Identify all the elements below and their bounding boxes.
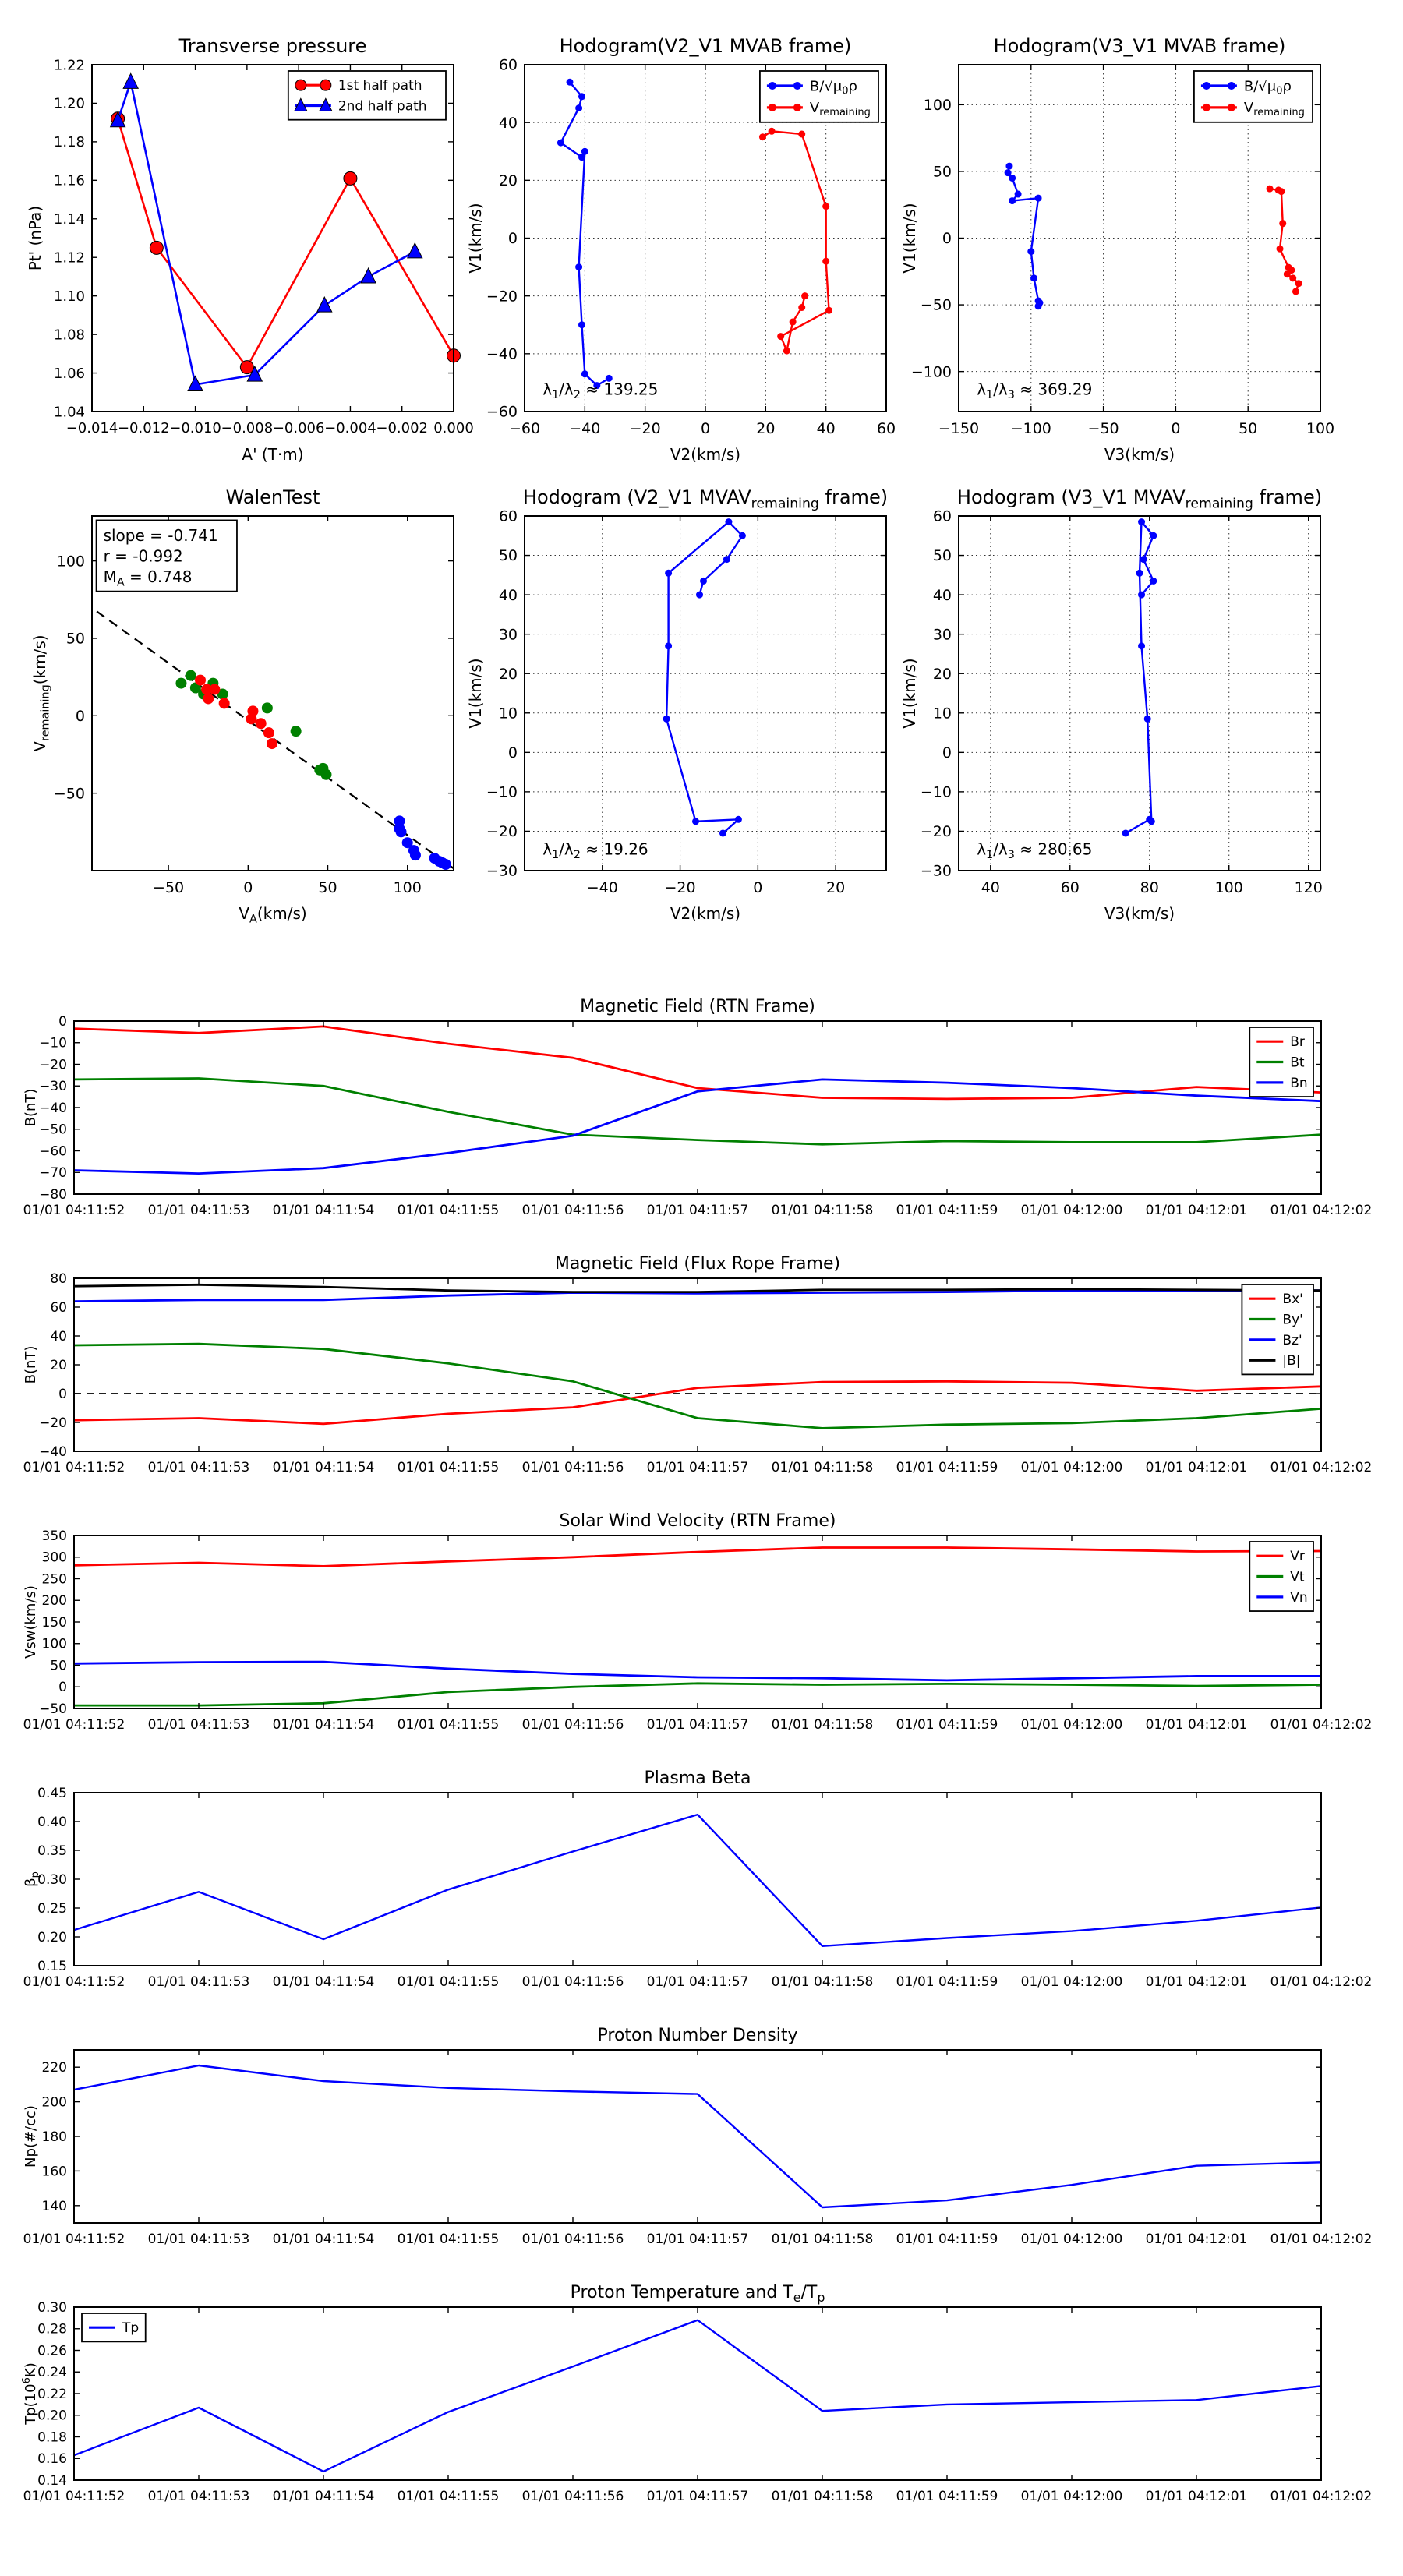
svg-text:−20: −20 [39, 1415, 67, 1431]
plot-area [74, 2307, 1321, 2480]
svg-text:01/01 04:11:57: 01/01 04:11:57 [646, 2489, 749, 2504]
svg-text:01/01 04:11:52: 01/01 04:11:52 [23, 1203, 125, 1218]
svg-text:1.16: 1.16 [53, 172, 85, 189]
svg-text:0.35: 0.35 [37, 1843, 67, 1859]
svg-text:−50: −50 [39, 1122, 67, 1138]
svg-text:01/01 04:12:00: 01/01 04:12:00 [1020, 2489, 1123, 2504]
plot-title: Hodogram(V2_V1 MVAB frame) [559, 35, 852, 57]
svg-text:40: 40 [50, 1328, 67, 1345]
annotation-text: $\lambda_1/\lambda_2 \approx 139.25$ [542, 380, 659, 402]
svg-text:01/01 04:12:02: 01/01 04:12:02 [1270, 2489, 1373, 2504]
svg-text:01/01 04:11:58: 01/01 04:11:58 [771, 1203, 874, 1218]
legend-label: Bx' [1282, 1292, 1303, 1308]
y-axis-label: Np(#/cc) [23, 2105, 39, 2168]
svg-text:01/01 04:11:59: 01/01 04:11:59 [896, 1203, 998, 1218]
svg-text:01/01 04:11:57: 01/01 04:11:57 [646, 1717, 749, 1733]
legend-label: By' [1282, 1312, 1303, 1328]
svg-text:0: 0 [753, 879, 763, 896]
x-axis-label: V2(km/s) [670, 445, 741, 464]
svg-text:01/01 04:11:57: 01/01 04:11:57 [646, 1203, 749, 1218]
legend-label: $V_{remaining}$ [809, 100, 871, 119]
svg-text:01/01 04:11:53: 01/01 04:11:53 [147, 1460, 250, 1475]
svg-text:160: 160 [41, 2164, 67, 2180]
svg-text:01/01 04:11:56: 01/01 04:11:56 [521, 2231, 624, 2247]
svg-text:100: 100 [923, 96, 952, 114]
plot-title: Proton Number Density [597, 2026, 798, 2045]
svg-text:01/01 04:12:00: 01/01 04:12:00 [1020, 1974, 1123, 1990]
plot-title: Hodogram(V3_V1 MVAB frame) [993, 35, 1286, 57]
svg-text:60: 60 [498, 56, 518, 74]
svg-text:20: 20 [756, 420, 776, 437]
svg-text:1.06: 1.06 [53, 365, 85, 382]
svg-text:01/01 04:11:54: 01/01 04:11:54 [272, 2231, 375, 2247]
svg-text:100: 100 [56, 553, 85, 571]
legend-label: Br [1290, 1034, 1305, 1051]
x-axis-label: A' (T·m) [242, 445, 304, 464]
svg-text:−30: −30 [486, 862, 518, 880]
svg-text:0.22: 0.22 [37, 2386, 67, 2402]
legend [1249, 1542, 1313, 1611]
svg-text:50: 50 [1239, 420, 1258, 437]
svg-text:01/01 04:11:54: 01/01 04:11:54 [272, 1717, 375, 1733]
svg-text:01/01 04:11:52: 01/01 04:11:52 [23, 1717, 125, 1733]
svg-text:−20: −20 [486, 288, 518, 306]
svg-text:60: 60 [50, 1299, 67, 1316]
legend-label: Tp [122, 2320, 140, 2337]
svg-text:MA = 0.748: $M_A = 0.748$ [103, 567, 193, 589]
x-axis-label: V3(km/s) [1104, 904, 1175, 923]
svg-text:10: 10 [498, 705, 518, 723]
svg-text:50: 50 [932, 547, 952, 565]
plot-area [74, 1278, 1321, 1451]
legend-label: Vr [1290, 1549, 1305, 1565]
svg-text:01/01 04:11:52: 01/01 04:11:52 [23, 2489, 125, 2504]
svg-text:0: 0 [243, 879, 253, 896]
x-axis-label: V3(km/s) [1104, 445, 1175, 464]
y-axis-label: Pt' (nPa) [26, 205, 44, 271]
svg-text:01/01 04:12:00: 01/01 04:12:00 [1020, 1203, 1123, 1218]
svg-text:0.28: 0.28 [37, 2321, 67, 2337]
legend [1242, 1284, 1313, 1374]
hodogram-v3v1-mvab [900, 35, 1334, 464]
svg-text:0.14: 0.14 [37, 2472, 67, 2489]
svg-text:150: 150 [41, 1614, 67, 1631]
svg-text:01/01 04:12:01: 01/01 04:12:01 [1145, 2489, 1248, 2504]
svg-text:−0.014: −0.014 [65, 420, 118, 436]
svg-text:−0.004: −0.004 [324, 420, 376, 436]
svg-text:01/01 04:12:02: 01/01 04:12:02 [1270, 1974, 1373, 1990]
svg-text:01/01 04:11:59: 01/01 04:11:59 [896, 1717, 998, 1733]
svg-text:300: 300 [41, 1549, 67, 1566]
svg-text:1.22: 1.22 [53, 57, 85, 74]
svg-text:−40: −40 [486, 345, 518, 363]
svg-text:10: 10 [932, 705, 952, 723]
svg-text:−70: −70 [39, 1165, 67, 1182]
svg-text:0.20: 0.20 [37, 1929, 67, 1945]
svg-text:0: 0 [58, 1680, 67, 1696]
svg-text:0: 0 [58, 1386, 67, 1402]
svg-text:50: 50 [932, 163, 952, 181]
svg-text:01/01 04:11:52: 01/01 04:11:52 [23, 1460, 125, 1475]
plot-title: Hodogram (V3_V1 $MVAV_{remaining}$ frame) [956, 486, 1323, 512]
x-axis-label: V2(km/s) [670, 904, 741, 923]
plot-title: Magnetic Field (Flux Rope Frame) [554, 1254, 841, 1274]
svg-text:−50: −50 [153, 879, 185, 896]
proton-temperature [21, 2283, 1372, 2504]
svg-text:0: 0 [58, 1013, 67, 1030]
svg-text:0: 0 [75, 707, 85, 725]
svg-text:−0.012: −0.012 [117, 420, 170, 436]
plot-title: Plasma Beta [644, 1769, 751, 1788]
svg-text:200: 200 [41, 1593, 67, 1610]
svg-text:40: 40 [816, 420, 836, 437]
svg-text:−50: −50 [920, 296, 952, 314]
y-axis-label: $V_{remaining}(km/s)$ [30, 634, 52, 752]
svg-text:01/01 04:11:52: 01/01 04:11:52 [23, 1974, 125, 1990]
svg-text:50: 50 [498, 547, 518, 565]
svg-text:30: 30 [498, 626, 518, 644]
plot-title: Proton Temperature and $T_e/T_p$ [570, 2283, 825, 2305]
svg-text:−50: −50 [39, 1701, 67, 1717]
svg-text:01/01 04:11:55: 01/01 04:11:55 [397, 1460, 500, 1475]
svg-text:−100: −100 [1010, 420, 1051, 437]
hodogram-v3v1-mvav [900, 486, 1323, 923]
svg-text:01/01 04:11:58: 01/01 04:11:58 [771, 1974, 874, 1990]
svg-text:01/01 04:11:53: 01/01 04:11:53 [147, 1974, 250, 1990]
svg-text:40: 40 [498, 114, 518, 132]
svg-text:01/01 04:11:53: 01/01 04:11:53 [147, 2231, 250, 2247]
svg-text:−0.008: −0.008 [221, 420, 274, 436]
legend-label: 1st half path [337, 78, 422, 94]
svg-text:0: 0 [1171, 420, 1181, 437]
svg-text:01/01 04:11:53: 01/01 04:11:53 [147, 1203, 250, 1218]
svg-text:01/01 04:11:54: 01/01 04:11:54 [272, 1460, 375, 1475]
svg-text:1.20: 1.20 [53, 95, 85, 112]
y-axis-label: Vsw(km/s) [23, 1585, 39, 1659]
y-axis-label: V1(km/s) [900, 658, 919, 729]
svg-text:01/01 04:12:02: 01/01 04:12:02 [1270, 2231, 1373, 2247]
svg-text:01/01 04:12:02: 01/01 04:12:02 [1270, 1717, 1373, 1733]
svg-text:−0.002: −0.002 [376, 420, 429, 436]
svg-text:01/01 04:12:00: 01/01 04:12:00 [1020, 1460, 1123, 1475]
y-axis-label: $\beta_p$ [23, 1871, 41, 1887]
walen-test [30, 486, 454, 925]
svg-text:0.24: 0.24 [37, 2365, 67, 2381]
svg-text:−100: −100 [910, 363, 952, 381]
svg-text:60: 60 [1060, 879, 1080, 896]
legend-label: $B/√\mu_0\rho$ [809, 78, 857, 97]
transverse-pressure [26, 35, 474, 464]
hodogram-v2v1-mvab [466, 35, 896, 464]
y-axis-label: B(nT) [23, 1345, 39, 1384]
svg-text:200: 200 [41, 2094, 67, 2111]
plot-title: Solar Wind Velocity (RTN Frame) [559, 1511, 836, 1531]
legend [1249, 1027, 1313, 1097]
svg-text:50: 50 [318, 879, 337, 896]
svg-text:01/01 04:11:58: 01/01 04:11:58 [771, 2489, 874, 2504]
svg-text:0.25: 0.25 [37, 1900, 67, 1917]
svg-text:01/01 04:12:01: 01/01 04:12:01 [1145, 1717, 1248, 1733]
svg-text:1.08: 1.08 [53, 327, 85, 344]
svg-text:01/01 04:11:56: 01/01 04:11:56 [521, 2489, 624, 2504]
svg-text:01/01 04:11:57: 01/01 04:11:57 [646, 2231, 749, 2247]
svg-text:01/01 04:11:52: 01/01 04:11:52 [23, 2231, 125, 2247]
svg-text:01/01 04:11:58: 01/01 04:11:58 [771, 1717, 874, 1733]
annotation-text: $\lambda_1/\lambda_3 \approx 280.65$ [977, 839, 1093, 861]
svg-text:350: 350 [41, 1528, 67, 1544]
svg-text:−0.006: −0.006 [272, 420, 325, 436]
hodogram-v2v1-mvav [466, 486, 888, 923]
svg-text:0: 0 [700, 420, 711, 437]
svg-text:0.30: 0.30 [37, 2299, 67, 2316]
svg-text:01/01 04:11:56: 01/01 04:11:56 [521, 1717, 624, 1733]
svg-text:1.10: 1.10 [53, 288, 85, 305]
svg-text:0.40: 0.40 [37, 1814, 67, 1830]
legend-label: 2nd half path [337, 98, 427, 115]
svg-text:250: 250 [41, 1571, 67, 1588]
svg-text:100: 100 [1306, 420, 1335, 437]
svg-text:01/01 04:11:55: 01/01 04:11:55 [397, 1974, 500, 1990]
x-axis-label: $V_A(km/s)$ [239, 904, 307, 926]
svg-text:1.04: 1.04 [53, 404, 85, 421]
svg-text:0.20: 0.20 [37, 2408, 67, 2424]
plot-title: Hodogram (V2_V1 $MVAV_{remaining}$ frame) [522, 486, 889, 512]
svg-text:60: 60 [932, 507, 952, 525]
svg-text:01/01 04:11:58: 01/01 04:11:58 [771, 1460, 874, 1475]
legend-label: Vt [1290, 1569, 1305, 1585]
svg-text:120: 120 [1294, 879, 1323, 896]
svg-text:01/01 04:11:57: 01/01 04:11:57 [646, 1974, 749, 1990]
svg-text:0: 0 [942, 744, 952, 761]
svg-text:01/01 04:11:55: 01/01 04:11:55 [397, 2489, 500, 2504]
legend [288, 71, 446, 120]
svg-text:−20: −20 [486, 823, 518, 841]
svg-text:01/01 04:11:54: 01/01 04:11:54 [272, 1974, 375, 1990]
svg-text:−50: −50 [53, 785, 85, 803]
svg-text:0: 0 [507, 230, 518, 248]
svg-text:140: 140 [41, 2198, 67, 2214]
svg-text:01/01 04:11:55: 01/01 04:11:55 [397, 2231, 500, 2247]
magnetic-field-rtn [23, 997, 1372, 1218]
svg-text:20: 20 [826, 879, 846, 896]
svg-text:40: 40 [981, 879, 1000, 896]
legend-label: $B/√\mu_0\rho$ [1243, 78, 1292, 97]
svg-text:220: 220 [41, 2060, 67, 2076]
legend-label: Vn [1290, 1589, 1308, 1606]
legend-label: |B| [1282, 1353, 1301, 1369]
svg-text:01/01 04:12:01: 01/01 04:12:01 [1145, 1974, 1248, 1990]
svg-text:01/01 04:11:56: 01/01 04:11:56 [521, 1974, 624, 1990]
svg-text:01/01 04:11:59: 01/01 04:11:59 [896, 1460, 998, 1475]
svg-text:50: 50 [50, 1658, 67, 1674]
svg-text:−40: −40 [586, 879, 618, 896]
svg-text:60: 60 [876, 420, 896, 437]
solar-wind-velocity [23, 1511, 1372, 1733]
legend [1194, 71, 1313, 122]
plot-area [74, 1793, 1321, 1966]
legend [82, 2313, 146, 2341]
svg-text:01/01 04:11:58: 01/01 04:11:58 [771, 2231, 874, 2247]
svg-text:−150: −150 [938, 420, 980, 437]
svg-text:01/01 04:11:56: 01/01 04:11:56 [521, 1460, 624, 1475]
y-axis-label: B(nT) [23, 1088, 39, 1127]
svg-text:0.000: 0.000 [433, 420, 474, 436]
plot-title: Transverse pressure [178, 35, 367, 57]
svg-text:100: 100 [1214, 879, 1243, 896]
annotation-text: $\lambda_1/\lambda_3 \approx 369.29$ [977, 380, 1093, 402]
svg-text:−10: −10 [486, 783, 518, 801]
svg-text:50: 50 [65, 630, 85, 648]
svg-text:−60: −60 [508, 420, 541, 437]
legend [760, 71, 878, 122]
svg-text:01/01 04:11:55: 01/01 04:11:55 [397, 1203, 500, 1218]
svg-text:01/01 04:11:57: 01/01 04:11:57 [646, 1460, 749, 1475]
svg-text:−40: −40 [569, 420, 601, 437]
svg-text:100: 100 [393, 879, 422, 896]
plot-area [74, 1021, 1321, 1194]
plot-title: WalenTest [225, 486, 320, 508]
svg-text:−50: −50 [1087, 420, 1119, 437]
svg-text:20: 20 [498, 171, 518, 189]
svg-text:0.45: 0.45 [37, 1785, 67, 1801]
svg-text:−10: −10 [920, 783, 952, 801]
y-axis-label: $Tp(10^6K)$ [21, 2362, 39, 2425]
svg-text:20: 20 [498, 665, 518, 683]
svg-text:01/01 04:11:59: 01/01 04:11:59 [896, 2231, 998, 2247]
y-axis-label: V1(km/s) [466, 203, 485, 274]
svg-text:01/01 04:11:54: 01/01 04:11:54 [272, 1203, 375, 1218]
svg-text:01/01 04:11:59: 01/01 04:11:59 [896, 1974, 998, 1990]
svg-text:100: 100 [41, 1636, 67, 1652]
svg-text:01/01 04:12:00: 01/01 04:12:00 [1020, 1717, 1123, 1733]
svg-text:01/01 04:12:01: 01/01 04:12:01 [1145, 1203, 1248, 1218]
svg-text:−60: −60 [486, 403, 518, 421]
svg-text:40: 40 [932, 586, 952, 604]
svg-text:−20: −20 [629, 420, 661, 437]
svg-text:01/01 04:12:01: 01/01 04:12:01 [1145, 2231, 1248, 2247]
proton-number-density [23, 2026, 1372, 2247]
magnetic-field-fluxrope [23, 1254, 1372, 1475]
svg-text:01/01 04:11:53: 01/01 04:11:53 [147, 1717, 250, 1733]
plot-area [525, 516, 886, 871]
svg-text:0.16: 0.16 [37, 2451, 67, 2468]
svg-text:01/01 04:12:01: 01/01 04:12:01 [1145, 1460, 1248, 1475]
svg-text:40: 40 [498, 586, 518, 604]
y-axis-label: V1(km/s) [466, 658, 485, 729]
svg-text:0.15: 0.15 [37, 1958, 67, 1974]
y-axis-label: V1(km/s) [900, 203, 919, 274]
plot-title: Magnetic Field (RTN Frame) [580, 997, 815, 1016]
svg-text:01/01 04:11:59: 01/01 04:11:59 [896, 2489, 998, 2504]
svg-text:−30: −30 [920, 862, 952, 880]
legend-label: Bt [1290, 1055, 1305, 1071]
svg-text:1.18: 1.18 [53, 134, 85, 151]
svg-text:20: 20 [932, 665, 952, 683]
annotation-text: $\lambda_1/\lambda_2 \approx 19.26$ [542, 839, 648, 861]
svg-text:−20: −20 [39, 1057, 67, 1073]
svg-text:−20: −20 [920, 823, 952, 841]
svg-text:01/01 04:11:54: 01/01 04:11:54 [272, 2489, 375, 2504]
svg-text:−30: −30 [39, 1079, 67, 1095]
svg-text:r = -0.992: r = -0.992 [103, 546, 183, 566]
svg-text:0: 0 [507, 744, 518, 761]
svg-text:0.30: 0.30 [37, 1871, 67, 1888]
svg-text:−20: −20 [664, 879, 696, 896]
svg-text:01/01 04:11:55: 01/01 04:11:55 [397, 1717, 500, 1733]
legend-label: $V_{remaining}$ [1243, 100, 1305, 119]
svg-text:20: 20 [50, 1357, 67, 1373]
svg-text:−40: −40 [39, 1443, 67, 1460]
svg-text:−60: −60 [39, 1143, 67, 1160]
svg-text:80: 80 [1140, 879, 1159, 896]
svg-text:−10: −10 [39, 1035, 67, 1051]
svg-text:80: 80 [50, 1270, 67, 1287]
svg-text:01/01 04:12:00: 01/01 04:12:00 [1020, 2231, 1123, 2247]
svg-text:0.26: 0.26 [37, 2343, 67, 2359]
legend-label: Bn [1290, 1075, 1308, 1091]
svg-text:01/01 04:12:02: 01/01 04:12:02 [1270, 1203, 1373, 1218]
plot-area [74, 2050, 1321, 2223]
svg-text:180: 180 [41, 2129, 67, 2145]
svg-text:slope = -0.741: slope = -0.741 [103, 526, 218, 546]
svg-text:60: 60 [498, 507, 518, 525]
svg-text:−0.010: −0.010 [169, 420, 221, 436]
svg-text:−80: −80 [39, 1186, 67, 1203]
svg-text:01/01 04:11:53: 01/01 04:11:53 [147, 2489, 250, 2504]
svg-text:0.18: 0.18 [37, 2429, 67, 2446]
svg-text:30: 30 [932, 626, 952, 644]
svg-text:1.12: 1.12 [53, 249, 85, 267]
plasma-beta [23, 1769, 1372, 1990]
legend-label: Bz' [1282, 1332, 1302, 1348]
svg-text:−40: −40 [39, 1100, 67, 1116]
svg-text:0: 0 [942, 230, 952, 248]
svg-text:01/01 04:11:56: 01/01 04:11:56 [521, 1203, 624, 1218]
svg-text:01/01 04:12:02: 01/01 04:12:02 [1270, 1460, 1373, 1475]
svg-text:1.14: 1.14 [53, 211, 85, 228]
